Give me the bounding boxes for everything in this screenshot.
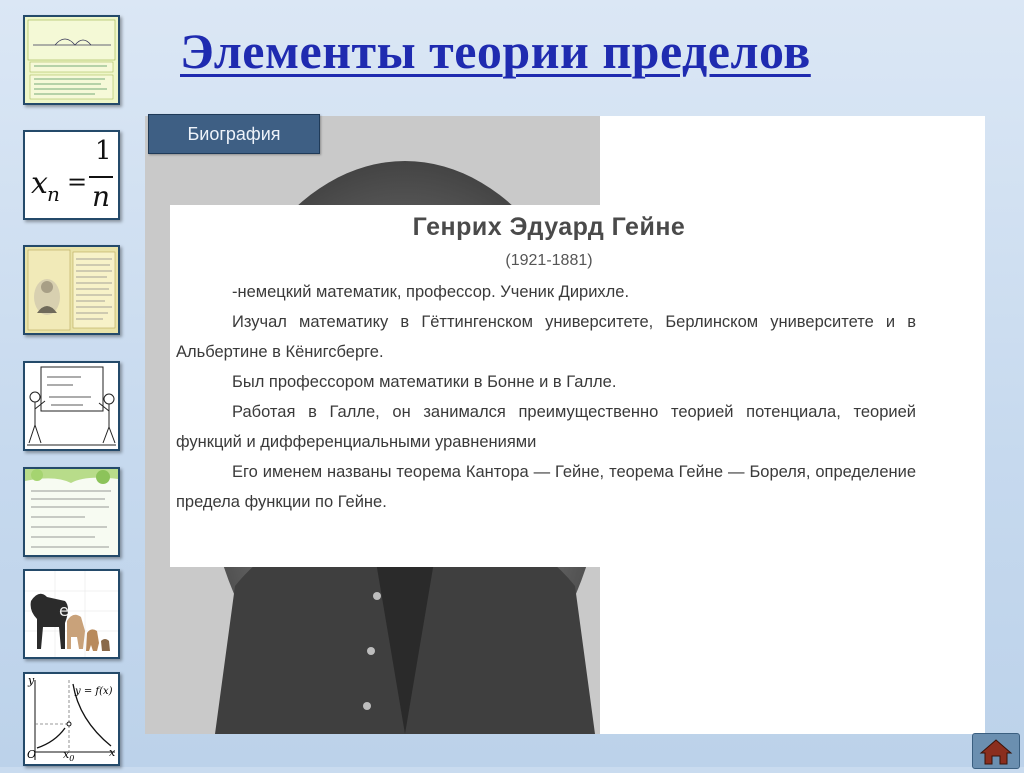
biography-paragraph: Изучал математику в Гёттингенском университете, Берлинском университете и в Альбертине в Кёнигсберге. xyxy=(176,313,916,361)
biography-paragraph: Работая в Галле, он занимался преимущественно теорией потенциала, теорией функций и дифференциальными уравнениями xyxy=(176,403,916,451)
formula-equals: = xyxy=(67,168,88,196)
home-icon xyxy=(973,734,1019,768)
graph-x0-label: $x_0$ xyxy=(63,748,75,764)
graph-x-label: x xyxy=(109,746,116,759)
thumbnail-function-graph[interactable] xyxy=(23,672,120,766)
cartoon-limits-icon xyxy=(25,363,118,449)
formula-variable: x xyxy=(31,166,48,201)
dogs-icon xyxy=(25,571,118,657)
thumbnail-dogs[interactable] xyxy=(23,569,120,659)
biography-years: (1921-1881) xyxy=(505,252,593,269)
formula-numerator: 1 xyxy=(95,136,112,166)
formula-subscript: n xyxy=(47,182,60,206)
graph-y-label: y xyxy=(28,674,35,687)
number-line-icon xyxy=(25,17,118,103)
home-button[interactable] xyxy=(972,733,1020,769)
thumbnail-formula[interactable] xyxy=(23,130,120,220)
thumbnail-portrait-slide[interactable] xyxy=(23,245,120,335)
biography-paragraph: Его именем названы теорема Кантора — Гейне, теорема Гейне — Бореля, определение предела функции по Гейне. xyxy=(176,463,916,511)
slide-title: Элементы теории пределов xyxy=(180,23,811,79)
thumbnail-number-line[interactable] xyxy=(23,15,120,105)
formula-fraction-bar xyxy=(89,176,113,178)
tab-biography[interactable]: Биография xyxy=(148,114,320,154)
formula-denominator: n xyxy=(92,180,111,213)
biography-card xyxy=(170,205,928,567)
dogs-letter: e xyxy=(59,601,69,620)
portrait-slide-icon xyxy=(25,247,118,333)
biography-name: Генрих Эдуард Гейне xyxy=(412,213,686,241)
biography-paragraph: Был профессором математики в Бонне и в Галле. xyxy=(232,373,617,391)
graph-origin-label: O xyxy=(27,748,37,761)
biography-paragraph: -немецкий математик, профессор. Ученик Дирихле. xyxy=(232,283,630,301)
worksheet-icon xyxy=(25,469,118,555)
thumbnail-cartoon-limits[interactable] xyxy=(23,361,120,451)
graph-func-label: y = f(x) xyxy=(75,686,113,697)
thumbnail-worksheet[interactable] xyxy=(23,467,120,557)
